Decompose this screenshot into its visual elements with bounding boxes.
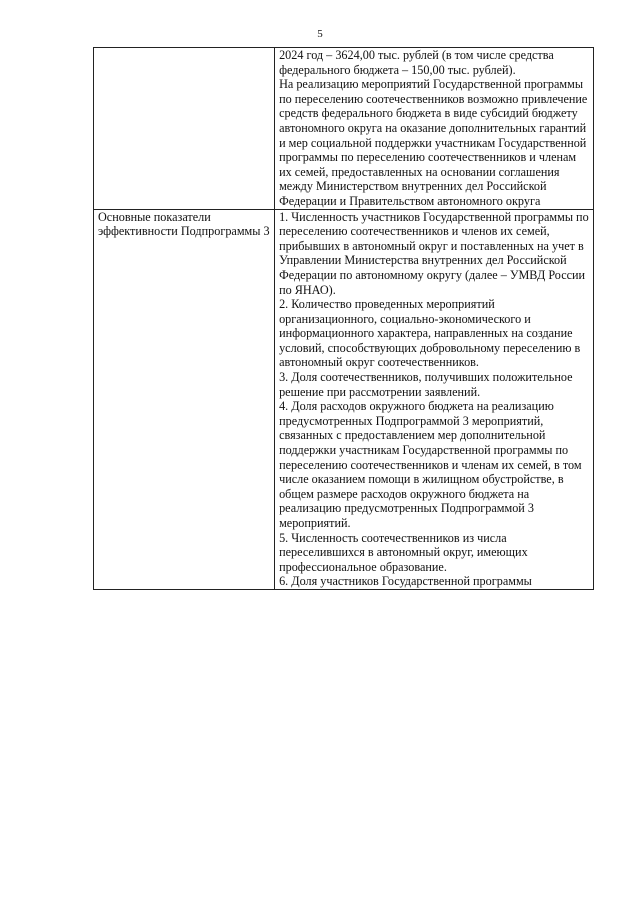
program-passport-table <box>93 47 594 590</box>
indicator-item-3: 3. Доля соотечественников, получивших положительное решение при рассмотрении заявлений. <box>279 370 573 399</box>
row-label-cell-empty <box>94 48 275 210</box>
paragraph-federal-subsidies: На реализацию мероприятий Государственной программы по переселению соотечественников возможно привлечение средств федерального бюджета в виде субсидий бюджету автономного округа на оказание дополнительных гарантий и мер социальной поддержки участникам Государственной программы по переселению соотечественников и членам их семей, предоставленных на основании соглашения между Министерством внутренних дел Российской Федерации и Правительством автономного округа <box>279 77 588 208</box>
row-label-cell-indicators <box>94 209 275 589</box>
paragraph-funding-2024: 2024 год – 3624,00 тыс. рублей (в том числе средства федерального бюджета – 150,00 тыс. рублей). <box>279 48 554 77</box>
table-row-funding-continuation <box>94 48 594 210</box>
page-number: 5 <box>317 28 323 40</box>
indicator-item-4: 4. Доля расходов окружного бюджета на реализацию предусмотренных Подпрограммой 3 мероприятий, связанных с предоставлением мер дополнительной поддержки участникам Государственной программы по переселению соотечественников и членам их семей, в том числе оказанием помощи в жилищном обустройстве, в общем размере расходов окружного бюджета на реализацию предусмотренных Подпрограммой 3 мероприятий. <box>279 399 582 530</box>
indicator-item-1: 1. Численность участников Государственной программы по переселению соотечественников и членов их семей, прибывших в автономный округ и поставленных на учет в Управлении Министерства внутренних дел Российской Федерации по автономному округу (далее – УМВД России по ЯНАО). <box>279 209 589 297</box>
row-label-indicators: Основные показатели эффективности Подпрограммы 3 <box>98 209 270 239</box>
indicator-item-6: 6. Доля участников Государственной программы <box>279 574 532 589</box>
indicator-item-2: 2. Количество проведенных мероприятий организационного, социально-экономического и информационного характера, направленных на создание условий, способствующих добровольному переселению в автономный округ соотечественников. <box>279 297 581 370</box>
row-content-cell-indicators <box>275 209 594 589</box>
table-row-effectiveness-indicators <box>94 209 594 589</box>
row-content-cell-funding <box>275 48 594 210</box>
indicator-item-5: 5. Численность соотечественников из числа переселившихся в автономный округ, имеющих профессиональное образование. <box>279 530 528 574</box>
